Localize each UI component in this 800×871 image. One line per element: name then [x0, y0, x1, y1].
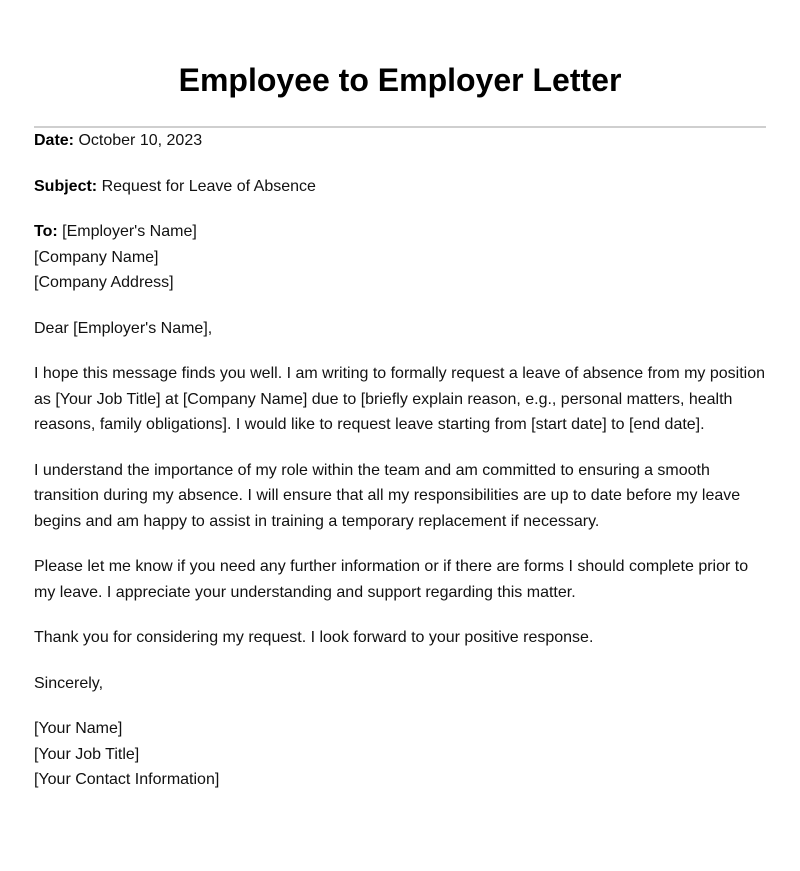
recipient-block: [34, 219, 766, 296]
subject-label: Subject:: [34, 177, 98, 195]
signature-block: [34, 716, 766, 793]
body-paragraph-3: Please let me know if you need any further information or if there are forms I should complete prior to my leave. I appreciate your understanding and support regarding this matter.: [34, 558, 749, 601]
date-value: October 10, 2023: [78, 132, 203, 149]
recipient-name-line: [34, 219, 766, 245]
recipient-name: [Employer's Name]: [62, 223, 197, 240]
subject-line: [34, 174, 766, 200]
signature-contact: [Your Contact Information]: [34, 771, 220, 788]
body-paragraph-4: Thank you for considering my request. I look forward to your positive response.: [34, 629, 594, 646]
greeting: Dear [Employer's Name],: [34, 319, 213, 337]
date-line: [34, 128, 766, 154]
letter-title: Employee to Employer Letter: [178, 62, 622, 98]
signature-name: [Your Name]: [34, 720, 123, 737]
body-paragraph-2: I understand the importance of my role within the team and am committed to ensuring a smooth transition during my absence. I will ensure that all my responsibilities are up to date before my leave begins and am happy to assist in training a temporary replacement if necessary.: [34, 461, 741, 530]
body-paragraph-1: I hope this message finds you well. I am writing to formally request a leave of absence from my position as [Your Job Title] at [Company Name] due to [briefly explain reason, e.g., personal matters, health reasons, family obligations]. I would like to request leave starting from [start date] to [end date].: [34, 365, 766, 433]
recipient-address: [Company Address]: [34, 274, 174, 291]
recipient-company: [Company Name]: [34, 248, 159, 266]
letter-body: [34, 128, 766, 793]
signature-job-title: [Your Job Title]: [34, 745, 140, 763]
subject-value: Request for Leave of Absence: [101, 177, 316, 195]
to-label: To:: [34, 223, 58, 240]
date-label: Date:: [34, 132, 75, 149]
closing: Sincerely,: [34, 674, 104, 692]
